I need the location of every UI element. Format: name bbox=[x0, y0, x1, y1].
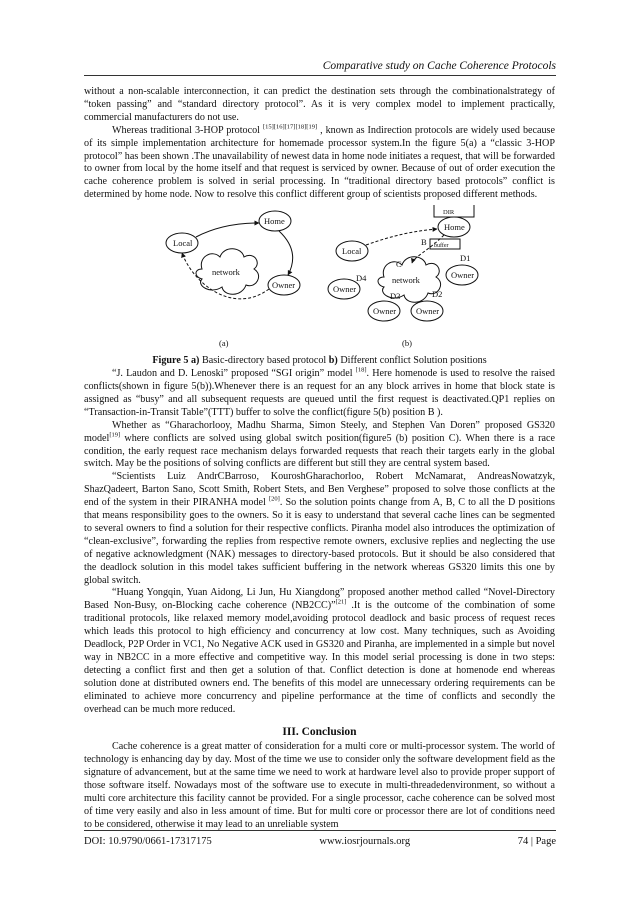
journal-website: www.iosrjournals.org bbox=[319, 836, 411, 847]
label-network-a: network bbox=[212, 267, 240, 278]
label-local-a: Local bbox=[173, 238, 193, 249]
label-D3: D3 bbox=[390, 291, 401, 302]
label-D4: D4 bbox=[356, 273, 367, 284]
paragraph: Whether as “Gharachorlooy, Madhu Sharma, Simon Steely, and Stephen Van Doren” proposed GS320 model[19] where conflicts are solved using global switch position(figure5 (b) position C). When there is a race condition, the early request race mechanism delays forwarded requests that reach their targets early in the global switch. May be the positions of solving conflicts are different but still they are central system based. bbox=[84, 419, 555, 470]
figure-diagram bbox=[84, 205, 555, 353]
paragraph: Cache coherence is a great matter of consideration for a multi core or multi-processor system. The world of technology is enhancing day by day. Most of the time we use to consider only the software development field as the signature of advancement, but at the same time we need to work at hardware level also to provide proper support of those software itself. Nowadays most of the software use to execute in multi-threadedenvironment, so without a multi core architecture this facility cannot be provided. For a single processor, cache coherence can be solved most of time very easily and also in less amount of time. But for multi core or processor there are lot of conditions need to be considered, otherwise it may lead to an unreliable system bbox=[84, 741, 555, 830]
label-home-a: Home bbox=[264, 216, 285, 227]
label-D2: D2 bbox=[432, 289, 443, 300]
page-footer bbox=[84, 830, 556, 847]
label-sub-a: (a) bbox=[219, 338, 229, 349]
label-C: C bbox=[396, 259, 402, 270]
paragraph: without a non-scalable interconnection, it can predict the destination sets through the combinationalstrategy of “token passing” and “standard directory protocol”. As it is very complex model to implement practically, commercial manufacturers do not use. bbox=[84, 86, 555, 123]
label-home-b: Home bbox=[444, 222, 465, 233]
label-network-b: network bbox=[392, 275, 420, 286]
figure-caption: Figure 5 a) Basic-directory based protocol b) Different conflict Solution positions bbox=[152, 355, 487, 367]
label-owner-d1: Owner bbox=[451, 270, 475, 281]
label-local-b: Local bbox=[342, 246, 362, 257]
figure-5 bbox=[84, 205, 555, 353]
doi-text: DOI: 10.9790/0661-17317175 bbox=[84, 836, 212, 847]
citation: [21] bbox=[335, 599, 347, 606]
label-B: B bbox=[421, 237, 427, 248]
forward-arrow bbox=[279, 231, 293, 275]
section-heading: III. Conclusion bbox=[282, 725, 357, 738]
request-arrow bbox=[196, 223, 259, 237]
paragraph: “J. Laudon and D. Lenoski” proposed “SGI origin” model [18]. Here homenode is used to resolve the raised conflicts(shown in figure 5(b)).Whenever there is an request for an any block arrives in home that block state is assigned as “busy” and all subsequent requests are queued until the first request is deactivated.QP1 replies on “Transaction-in-Transit Table”(TTT) buffer to solve the conflict(figure 5(b) position B ). bbox=[84, 366, 555, 418]
article-body bbox=[84, 86, 555, 832]
paragraph: Whereas traditional 3-HOP protocol [15][16][17][18][19] , known as Indirection protocols are widely used because of its simple implementation architecture for homemade processor system.In the figure 5(a) a “classic 3-HOP protocol” has been shown .The unavailability of newest data in home node initiates a request, that will be forwarded to owner from local by the home itself and that request is serviced by owner. Because of out of order execution the cache coherence problem is solved in serial processing. In “traditional directory based protocols” conflict is determined by home node. Now to resolve this conflict different group of scientists proposed different methods. bbox=[84, 123, 555, 201]
label-dir: DIR bbox=[443, 209, 455, 217]
citation: [15][16][17][18][19] bbox=[262, 123, 318, 131]
label-sub-b: (b) bbox=[402, 338, 412, 349]
page-number: 74 | Page bbox=[517, 836, 556, 847]
label-buffer: buffer bbox=[434, 243, 449, 250]
paragraph: “Huang Yongqin, Yuan Aidong, Li Jun, Hu Xiangdong” proposed another method called “Novel-Directory Based Non-Busy, on-Blocking cache coherence (NB2CC)”[21] .It is the outcome of the combination of some traditional protocols, like relaxed memory model,avoiding protocol deadlock and basic process of request reces which leads this protocol to high efficiency and concurrency at low cost. Many techniques, such as Avoiding Deadlock, P2P Order in VC1, No Negative ACK used in GS320 and Piranha, are implemented in a simple but novel way in NB2CC in a more effective and competitive way. In this model serial processing is done in two steps: detecting a conflict first and then get a solution of that. Conflict detection is done at homenode end whereas solution done at distributed owners end. The benefits of this model are unnecessary ordering requirements can be eliminated to achieve more concurrency and pipeline performance at the time of conflicts and secondly the overhead can be much more reduced. bbox=[84, 587, 555, 715]
label-owner-a: Owner bbox=[272, 280, 296, 291]
running-header: Comparative study on Cache Coherence Protocols bbox=[84, 60, 556, 76]
label-owner-d3: Owner bbox=[373, 306, 397, 317]
citation: [20] bbox=[269, 495, 280, 503]
label-owner-d4: Owner bbox=[333, 284, 357, 295]
label-D1: D1 bbox=[460, 253, 471, 264]
paragraph: “Scientists Luiz AndrCBarroso, KouroshGharachorloo, Robert McNamarat, AndreasNowatzyk, ShazQadeert, Barton Sano, Scott Smith, Robert Stets, and Ben Verghese” proposed to solve those conflicts at the end of the system in their PIRANHA model [20]. So the solution points change from A, B, C to all the D positions that means responsibility goes to the owners. So it is easy to understand that several cache lines can be segmented to several owners to find a solution for their respective conflicts. Piranha model also introduces the optimization of “clean-exclusive”, forwarding the replies from respective remote owners, exclusive replies and neglecting the use of negative acknowledgment (NAK) messages to directory-based protocols. But it should be also considered that the deadlock solution in this model takes sufficient buffering in the network whereas GS320 limits this one by global switch. bbox=[84, 471, 555, 586]
citation: [19] bbox=[109, 431, 121, 439]
citation: [18] bbox=[355, 366, 367, 374]
label-owner-d2: Owner bbox=[416, 306, 440, 317]
